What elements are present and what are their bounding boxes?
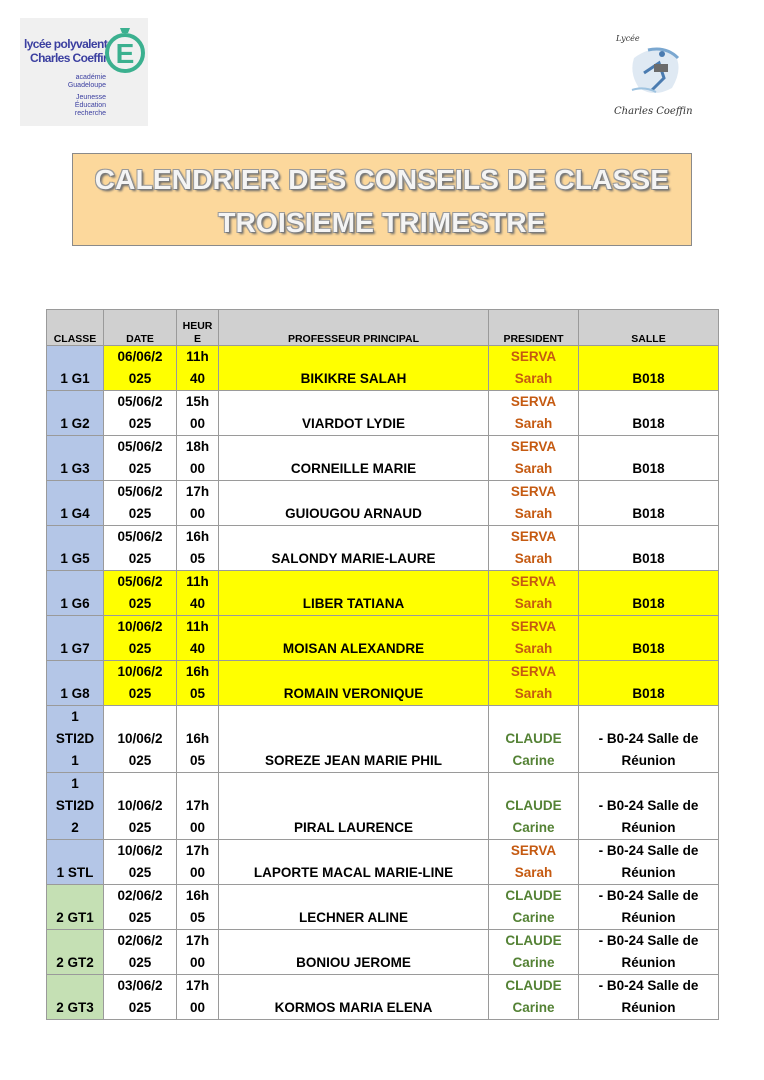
header-heure: HEUR E xyxy=(177,310,219,346)
table-row xyxy=(47,526,719,571)
cell-president: SERVA Sarah xyxy=(489,616,579,661)
cell-classe: 1 G6 xyxy=(47,571,104,616)
title-banner xyxy=(72,153,692,246)
cell-salle: B018 xyxy=(579,346,719,391)
cell-president: SERVA Sarah xyxy=(489,840,579,885)
cell-date: 10/06/2 025 xyxy=(104,661,177,706)
lycee-logo xyxy=(20,18,148,126)
cell-salle: - B0-24 Salle de Réunion xyxy=(579,975,719,1020)
cell-date: 05/06/2 025 xyxy=(104,481,177,526)
cell-professeur: BIKIKRE SALAH xyxy=(219,346,489,391)
logo-school-line2: Charles Coeffin xyxy=(30,51,110,65)
cell-classe: 2 GT2 xyxy=(47,930,104,975)
logo-ministry-2: Éducation xyxy=(74,102,106,109)
table-row xyxy=(47,975,719,1020)
cell-heure: 16h 05 xyxy=(177,661,219,706)
cell-date: 10/06/2 025 xyxy=(104,840,177,885)
cell-salle: B018 xyxy=(579,481,719,526)
cell-classe: 1 G4 xyxy=(47,481,104,526)
cell-professeur: PIRAL LAURENCE xyxy=(219,773,489,840)
table-row xyxy=(47,840,719,885)
cell-classe: 1 G3 xyxy=(47,436,104,481)
cell-professeur: ROMAIN VERONIQUE xyxy=(219,661,489,706)
cell-professeur: SALONDY MARIE-LAURE xyxy=(219,526,489,571)
cell-classe: 1 G1 xyxy=(47,346,104,391)
cell-professeur: BONIOU JEROME xyxy=(219,930,489,975)
cell-salle: - B0-24 Salle de Réunion xyxy=(579,930,719,975)
cell-salle: B018 xyxy=(579,526,719,571)
cell-president: CLAUDE Carine xyxy=(489,773,579,840)
logo-academie-1: académie xyxy=(75,74,106,81)
cell-classe: 1 G7 xyxy=(47,616,104,661)
cell-date: 02/06/2 025 xyxy=(104,885,177,930)
cell-salle: - B0-24 Salle de Réunion xyxy=(579,706,719,773)
cell-heure: 11h 40 xyxy=(177,616,219,661)
table-body xyxy=(47,346,719,1020)
cell-heure: 11h 40 xyxy=(177,346,219,391)
cell-president: SERVA Sarah xyxy=(489,661,579,706)
cell-date: 05/06/2 025 xyxy=(104,571,177,616)
logo-right-top-text: Lycée xyxy=(616,34,640,43)
cell-professeur: LECHNER ALINE xyxy=(219,885,489,930)
cell-president: SERVA Sarah xyxy=(489,481,579,526)
table-header-row xyxy=(47,310,719,346)
cell-heure: 17h 00 xyxy=(177,975,219,1020)
table-row xyxy=(47,346,719,391)
cell-salle: B018 xyxy=(579,391,719,436)
cell-salle: - B0-24 Salle de Réunion xyxy=(579,885,719,930)
header-date: DATE xyxy=(104,310,177,346)
title-line-2: TROISIEME TRIMESTRE xyxy=(218,207,546,238)
cell-professeur: VIARDOT LYDIE xyxy=(219,391,489,436)
logo-school-line1: lycée polyvalent xyxy=(24,37,108,51)
header-salle: SALLE xyxy=(579,310,719,346)
cell-professeur: SOREZE JEAN MARIE PHIL xyxy=(219,706,489,773)
cell-president: SERVA Sarah xyxy=(489,571,579,616)
cell-president: CLAUDE Carine xyxy=(489,975,579,1020)
cell-classe: 1 G5 xyxy=(47,526,104,571)
cell-salle: B018 xyxy=(579,661,719,706)
cell-professeur: GUIOUGOU ARNAUD xyxy=(219,481,489,526)
runner-icon xyxy=(604,28,704,108)
table-row xyxy=(47,773,719,840)
cell-salle: - B0-24 Salle de Réunion xyxy=(579,840,719,885)
cell-date: 05/06/2 025 xyxy=(104,526,177,571)
cell-date: 10/06/2 025 xyxy=(104,616,177,661)
cell-salle: - B0-24 Salle de Réunion xyxy=(579,773,719,840)
cell-salle: B018 xyxy=(579,436,719,481)
cell-salle: B018 xyxy=(579,616,719,661)
cell-president: CLAUDE Carine xyxy=(489,885,579,930)
header-classe: CLASSE xyxy=(47,310,104,346)
cell-heure: 15h 00 xyxy=(177,391,219,436)
cell-heure: 17h 00 xyxy=(177,481,219,526)
cell-classe: 1 STI2D 2 xyxy=(47,773,104,840)
cell-classe: 1 STL xyxy=(47,840,104,885)
cell-heure: 17h 00 xyxy=(177,840,219,885)
cell-date: 02/06/2 025 xyxy=(104,930,177,975)
cell-president: CLAUDE Carine xyxy=(489,930,579,975)
cell-professeur: MOISAN ALEXANDRE xyxy=(219,616,489,661)
table-row xyxy=(47,391,719,436)
conseils-table xyxy=(46,309,719,1020)
cell-heure: 16h 05 xyxy=(177,885,219,930)
table-row xyxy=(47,661,719,706)
title-line-1: CALENDRIER DES CONSEILS DE CLASSE xyxy=(94,164,670,195)
cell-president: SERVA Sarah xyxy=(489,346,579,391)
cell-professeur: CORNEILLE MARIE xyxy=(219,436,489,481)
cell-classe: 1 G2 xyxy=(47,391,104,436)
cell-date: 05/06/2 025 xyxy=(104,436,177,481)
logo-academie-2: Guadeloupe xyxy=(67,82,106,89)
logo-ministry-3: recherche xyxy=(74,110,106,117)
table-row xyxy=(47,616,719,661)
cell-heure: 16h 05 xyxy=(177,526,219,571)
cell-date: 10/06/2 025 xyxy=(104,706,177,773)
cell-classe: 1 G8 xyxy=(47,661,104,706)
cell-heure: 17h 00 xyxy=(177,773,219,840)
table-row xyxy=(47,885,719,930)
table-row xyxy=(47,571,719,616)
cell-classe: 2 GT3 xyxy=(47,975,104,1020)
cell-president: SERVA Sarah xyxy=(489,526,579,571)
cell-president: SERVA Sarah xyxy=(489,391,579,436)
table-row xyxy=(47,436,719,481)
logo-right-signature: Charles Coeffin xyxy=(614,106,693,117)
e-logo-icon xyxy=(104,26,146,74)
header-professeur: PROFESSEUR PRINCIPAL xyxy=(219,310,489,346)
table-row xyxy=(47,930,719,975)
cell-heure: 16h 05 xyxy=(177,706,219,773)
charles-coeffin-logo xyxy=(604,28,704,128)
cell-date: 10/06/2 025 xyxy=(104,773,177,840)
cell-date: 03/06/2 025 xyxy=(104,975,177,1020)
cell-professeur: KORMOS MARIA ELENA xyxy=(219,975,489,1020)
cell-professeur: LIBER TATIANA xyxy=(219,571,489,616)
cell-date: 05/06/2 025 xyxy=(104,391,177,436)
cell-classe: 2 GT1 xyxy=(47,885,104,930)
cell-heure: 11h 40 xyxy=(177,571,219,616)
svg-text:E: E xyxy=(115,38,135,69)
table-row xyxy=(47,706,719,773)
logo-ministry-1: Jeunesse xyxy=(76,94,106,101)
cell-president: CLAUDE Carine xyxy=(489,706,579,773)
cell-heure: 17h 00 xyxy=(177,930,219,975)
table-row xyxy=(47,481,719,526)
cell-president: SERVA Sarah xyxy=(489,436,579,481)
cell-professeur: LAPORTE MACAL MARIE-LINE xyxy=(219,840,489,885)
cell-heure: 18h 00 xyxy=(177,436,219,481)
cell-date: 06/06/2 025 xyxy=(104,346,177,391)
cell-classe: 1 STI2D 1 xyxy=(47,706,104,773)
header-president: PRESIDENT xyxy=(489,310,579,346)
cell-salle: B018 xyxy=(579,571,719,616)
